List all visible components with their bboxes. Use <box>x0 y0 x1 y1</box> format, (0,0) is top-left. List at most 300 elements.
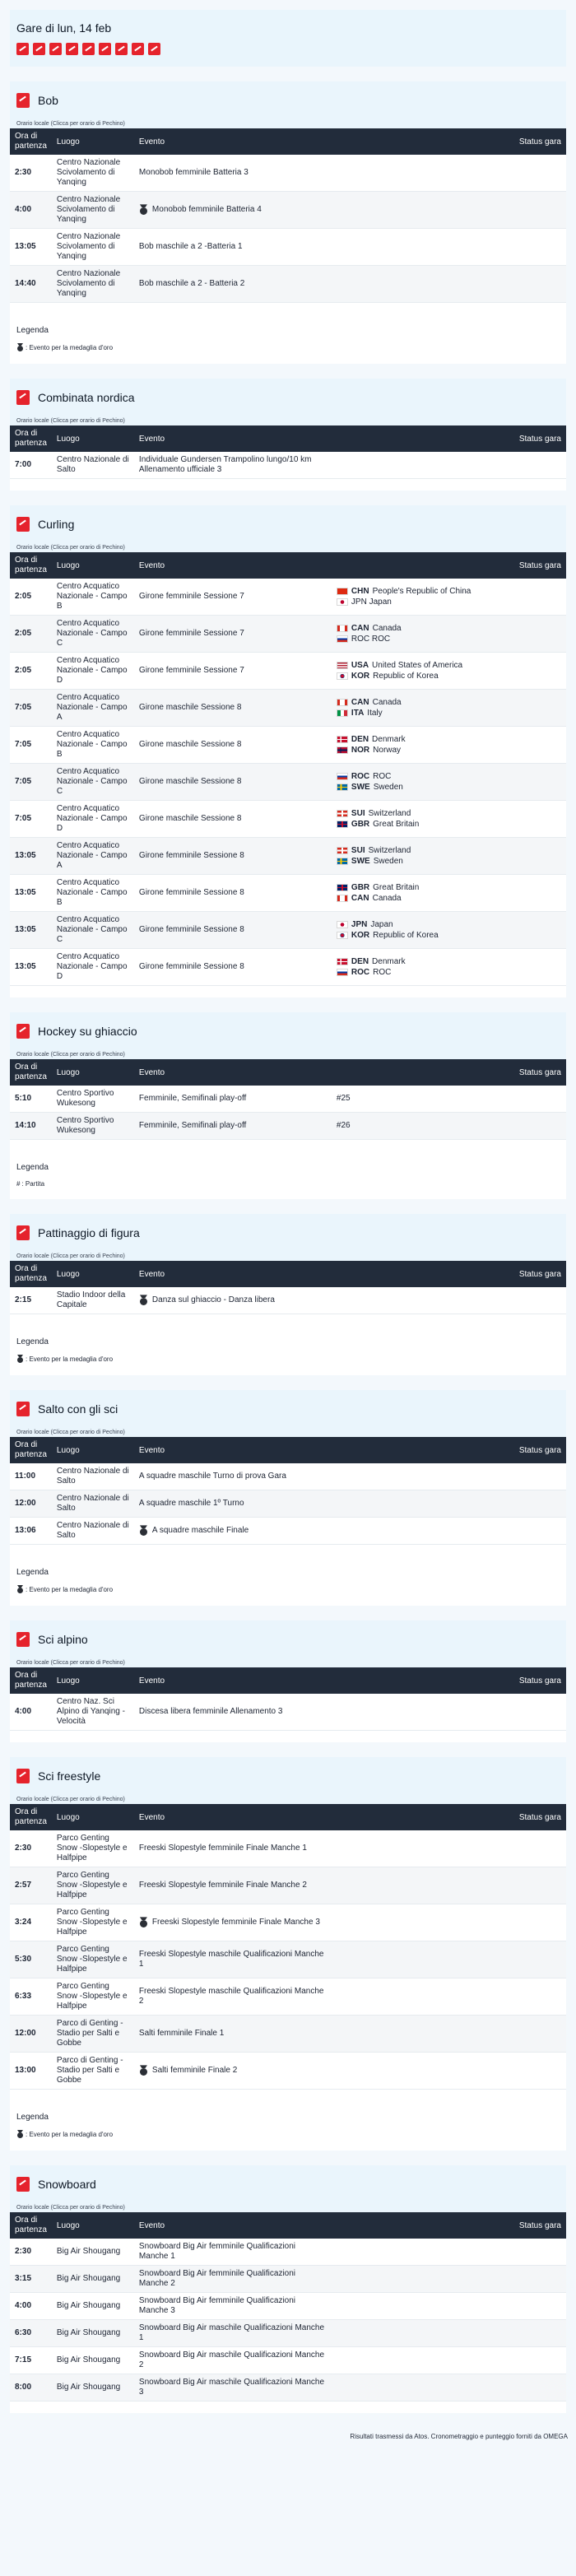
participants-cell <box>332 2053 369 2090</box>
team-code: DEN <box>351 735 369 744</box>
status <box>369 1830 566 1867</box>
legend-text: : Evento per la medaglia d'oro <box>26 1586 114 1593</box>
column-header-event: Evento <box>138 1445 165 1455</box>
header-row <box>10 1261 566 1287</box>
team-entry <box>337 597 499 607</box>
start-time: 5:10 <box>10 1086 52 1113</box>
status <box>369 1941 566 1978</box>
legend-symbol: # <box>16 1180 21 1188</box>
legend <box>10 1545 566 1594</box>
team-code: JPN <box>351 920 368 929</box>
table-row[interactable] <box>10 1941 566 1978</box>
event-cell <box>134 838 332 875</box>
status <box>369 1490 566 1518</box>
team-entry <box>337 734 499 745</box>
snowboard-icon[interactable] <box>148 43 160 55</box>
hockey-su-ghiaccio-sport-icon <box>16 1024 30 1039</box>
column-header-blank <box>332 1804 369 1830</box>
start-time: 4:00 <box>10 1694 52 1731</box>
event-cell <box>134 266 332 303</box>
status <box>369 1463 566 1490</box>
section-bob <box>10 81 566 364</box>
venue: Stadio Indoor della Capitale <box>52 1287 134 1314</box>
section-header <box>10 505 566 540</box>
participants-cell <box>332 764 504 801</box>
start-time: 3:24 <box>10 1904 52 1941</box>
table-row[interactable] <box>10 155 566 192</box>
column-header-status: Status gara <box>518 560 561 570</box>
table-row[interactable] <box>10 2239 566 2266</box>
column-header-blank <box>332 128 369 155</box>
table-row[interactable] <box>10 875 566 912</box>
swe-flag-icon <box>337 858 348 865</box>
venue: Centro Acquatico Nazionale - Campo B <box>52 875 134 912</box>
column-header-status: Status gara <box>518 434 561 444</box>
event-name: Girone femminile Sessione 7 <box>138 592 244 601</box>
column-header-time: Ora di partenza <box>15 2216 47 2234</box>
event-name: Girone maschile Sessione 8 <box>138 814 242 823</box>
start-time: 6:30 <box>10 2320 52 2347</box>
table-row[interactable] <box>10 1086 566 1113</box>
table-row[interactable] <box>10 690 566 727</box>
status <box>504 616 566 653</box>
team-code: KOR <box>351 931 370 940</box>
column-header-event: Evento <box>138 1067 165 1077</box>
gold-medal-icon <box>16 2130 24 2139</box>
section-title: Hockey su ghiaccio <box>38 1025 137 1038</box>
team-code: USA <box>351 661 369 670</box>
venue: Centro Acquatico Nazionale - Campo D <box>52 653 134 690</box>
team-entry <box>337 745 499 756</box>
team-entry <box>337 586 499 597</box>
event-name: Freeski Slopestyle maschile Qualificazioni Manche 2 <box>138 1987 324 2006</box>
curling-icon[interactable] <box>49 43 62 55</box>
schedule-table <box>10 1261 566 1314</box>
venue: Centro Acquatico Nazionale - Campo B <box>52 727 134 764</box>
section-header <box>10 379 566 413</box>
legend <box>10 1314 566 1364</box>
section-snowboard <box>10 2165 566 2413</box>
table-row[interactable] <box>10 727 566 764</box>
participants-cell <box>332 1904 369 1941</box>
header-row <box>10 1437 566 1463</box>
participants-cell <box>332 2347 369 2374</box>
team-entry <box>337 893 499 904</box>
legend-entry <box>16 1180 560 1188</box>
table-row[interactable] <box>10 2266 566 2293</box>
status <box>369 2239 566 2266</box>
venue: Big Air Shougang <box>52 2266 134 2293</box>
venue: Centro Nazionale Scivolamento di Yanqing <box>52 192 134 229</box>
column-header-blank <box>332 2212 369 2239</box>
status <box>369 2293 566 2320</box>
header-row <box>10 128 566 155</box>
table-row[interactable] <box>10 452 566 479</box>
participants-cell <box>332 2320 369 2347</box>
participants-cell <box>332 727 504 764</box>
event-cell <box>134 1694 332 1731</box>
venue: Centro Nazionale di Salto <box>52 1463 134 1490</box>
event-cell <box>134 2266 332 2293</box>
table-header <box>10 1059 566 1086</box>
participants-cell <box>332 2374 369 2402</box>
team-code: CAN <box>351 698 369 707</box>
venue: Big Air Shougang <box>52 2320 134 2347</box>
event-cell <box>134 2053 332 2090</box>
event-name: A squadre maschile Turno di prova Gara <box>138 1472 286 1481</box>
event-cell <box>134 801 332 838</box>
table-row[interactable] <box>10 1518 566 1545</box>
participants-cell <box>332 1113 405 1140</box>
participants-cell <box>332 653 504 690</box>
participants-cell <box>332 192 369 229</box>
ice-hockey-icon[interactable] <box>66 43 78 55</box>
participants-cell <box>332 838 504 875</box>
venue: Parco Genting Snow -Slopestyle e Halfpipe <box>52 1941 134 1978</box>
event-name: Bob maschile a 2 - Batteria 2 <box>138 279 245 288</box>
team-name: Sweden <box>373 857 403 866</box>
column-header-venue: Luogo <box>56 1067 80 1077</box>
legend-text: : Evento per la medaglia d'oro <box>26 1355 114 1363</box>
venue: Centro Acquatico Nazionale - Campo A <box>52 690 134 727</box>
column-header-time: Ora di partenza <box>15 1062 47 1081</box>
event-cell <box>134 1518 332 1545</box>
column-header-event: Evento <box>138 434 165 444</box>
column-header-time: Ora di partenza <box>15 556 47 574</box>
gold-medal-icon <box>16 1355 24 1364</box>
start-time: 2:15 <box>10 1287 52 1314</box>
table-row[interactable] <box>10 1867 566 1904</box>
venue: Big Air Shougang <box>52 2239 134 2266</box>
section-header <box>10 2165 566 2200</box>
column-header-time: Ora di partenza <box>15 1807 47 1826</box>
event-cell <box>134 1867 332 1904</box>
table-row[interactable] <box>10 1113 566 1140</box>
column-header-venue: Luogo <box>56 2220 80 2230</box>
event-name: Snowboard Big Air femminile Qualificazioni Manche 3 <box>138 2296 296 2315</box>
column-header-event: Evento <box>138 1676 165 1686</box>
nordic-combined-icon[interactable] <box>33 43 45 55</box>
event-cell <box>134 1941 332 1978</box>
team-name: Republic of Korea <box>373 931 439 940</box>
section-title: Curling <box>38 518 75 531</box>
participants-cell <box>332 616 504 653</box>
timezone-toggle-link[interactable]: Orario locale (Clicca per orario di Pechino) <box>10 2200 566 2212</box>
event-cell <box>134 192 332 229</box>
column-header-event: Evento <box>138 2220 165 2230</box>
table-row[interactable] <box>10 764 566 801</box>
table-row[interactable] <box>10 616 566 653</box>
table-row[interactable] <box>10 1463 566 1490</box>
gbr-flag-icon <box>337 884 348 891</box>
participants-cell <box>332 1490 369 1518</box>
schedule-table <box>10 128 566 303</box>
column-header-venue: Luogo <box>56 1676 80 1686</box>
chn-flag-icon <box>337 588 348 595</box>
footer-credits: Risultati trasmessi da Atos. Cronometraggio e punteggio forniti da OMEGA <box>350 2433 568 2440</box>
column-header-time: Ora di partenza <box>15 429 47 448</box>
participants-cell <box>332 912 504 949</box>
participants-cell <box>332 1867 369 1904</box>
timezone-toggle-link[interactable]: Orario locale (Clicca per orario di Pechino) <box>10 1655 566 1667</box>
team-name: Canada <box>372 624 402 633</box>
status <box>369 1978 566 2016</box>
team-name: People's Republic of China <box>372 587 471 596</box>
column-header-blank <box>332 1261 369 1287</box>
start-time: 6:33 <box>10 1978 52 2016</box>
alpine-skiing-icon[interactable] <box>115 43 128 55</box>
venue: Parco Genting Snow -Slopestyle e Halfpipe <box>52 1867 134 1904</box>
column-header-blank <box>332 1667 369 1694</box>
can-flag-icon <box>337 895 348 902</box>
participants-cell <box>332 1694 369 1731</box>
jpn-flag-icon <box>337 921 348 928</box>
header-row <box>10 1667 566 1694</box>
legend-entry <box>16 343 560 352</box>
team-code: SUI <box>351 809 365 818</box>
table-body <box>10 155 566 303</box>
status <box>369 192 566 229</box>
column-header-event: Evento <box>138 560 165 570</box>
event-name: Individuale Gundersen Trampolino lungo/10 km Allenamento ufficiale 3 <box>138 455 312 474</box>
section-curling <box>10 505 566 997</box>
section-combinata-nordica <box>10 379 566 491</box>
roc-flag-icon <box>337 969 348 976</box>
section-sci-freestyle <box>10 1757 566 2151</box>
section-title: Snowboard <box>38 2178 96 2191</box>
section-header <box>10 1757 566 1792</box>
event-cell <box>134 2293 332 2320</box>
event-cell <box>134 764 332 801</box>
event-cell <box>134 875 332 912</box>
legend-text: : Partita <box>21 1180 45 1188</box>
column-header-status: Status gara <box>518 1445 561 1455</box>
start-time: 13:05 <box>10 838 52 875</box>
ski-jumping-icon[interactable] <box>99 43 111 55</box>
event-cell <box>134 579 332 616</box>
figure-skating-icon[interactable] <box>82 43 95 55</box>
legend-entry <box>16 1355 560 1364</box>
event-cell <box>134 1463 332 1490</box>
table-row[interactable] <box>10 579 566 616</box>
table-row[interactable] <box>10 1490 566 1518</box>
salto-con-gli-sci-sport-icon <box>16 1402 30 1416</box>
start-time: 14:40 <box>10 266 52 303</box>
start-time: 5:30 <box>10 1941 52 1978</box>
section-title: Sci alpino <box>38 1633 88 1646</box>
participants-cell <box>332 690 504 727</box>
team-name: Switzerland <box>368 809 411 818</box>
status <box>504 801 566 838</box>
event-cell <box>134 1287 332 1314</box>
bob-sport-icon <box>16 93 30 108</box>
table-row[interactable] <box>10 1830 566 1867</box>
venue: Centro Sportivo Wukesong <box>52 1086 134 1113</box>
table-row[interactable] <box>10 949 566 986</box>
gbr-flag-icon <box>337 821 348 828</box>
timezone-toggle-link[interactable]: Orario locale (Clicca per orario di Pechino) <box>10 116 566 128</box>
section-salto-con-gli-sci <box>10 1390 566 1606</box>
table-row[interactable] <box>10 2320 566 2347</box>
column-header-status: Status gara <box>518 1269 561 1279</box>
event-cell <box>134 727 332 764</box>
start-time: 7:05 <box>10 727 52 764</box>
team-name: United States of America <box>372 661 463 670</box>
timezone-toggle-link[interactable]: Orario locale (Clicca per orario di Pechino) <box>10 413 566 425</box>
gold-medal-icon <box>16 1585 24 1594</box>
status <box>504 912 566 949</box>
event-cell <box>134 2239 332 2266</box>
table-row[interactable] <box>10 2374 566 2402</box>
status <box>369 155 566 192</box>
team-entry <box>337 967 499 978</box>
column-header-venue: Luogo <box>56 560 80 570</box>
table-header <box>10 1261 566 1287</box>
table-row[interactable] <box>10 912 566 949</box>
team-code: CAN <box>351 894 369 903</box>
start-time: 2:57 <box>10 1867 52 1904</box>
start-time: 7:00 <box>10 452 52 479</box>
timezone-toggle-link[interactable]: Orario locale (Clicca per orario di Pechino) <box>10 1047 566 1059</box>
column-header-venue: Luogo <box>56 1269 80 1279</box>
table-body <box>10 1830 566 2090</box>
table-body <box>10 452 566 479</box>
curling-sport-icon <box>16 517 30 532</box>
table-row[interactable] <box>10 266 566 303</box>
table-row[interactable] <box>10 1904 566 1941</box>
team-entry <box>337 819 499 830</box>
freestyle-skiing-icon[interactable] <box>132 43 144 55</box>
team-entry <box>337 708 499 718</box>
table-row[interactable] <box>10 653 566 690</box>
den-flag-icon <box>337 736 348 743</box>
team-name: Sweden <box>373 783 403 792</box>
table-row[interactable] <box>10 801 566 838</box>
table-row[interactable] <box>10 2293 566 2320</box>
event-name: Salti femminile Finale 1 <box>138 2029 225 2038</box>
participants-cell <box>332 266 369 303</box>
timezone-toggle-link[interactable]: Orario locale (Clicca per orario di Pechino) <box>10 540 566 552</box>
start-time: 2:05 <box>10 579 52 616</box>
header-row <box>10 425 566 452</box>
start-time: 2:30 <box>10 2239 52 2266</box>
schedule-table <box>10 1667 566 1731</box>
venue: Parco Genting Snow -Slopestyle e Halfpipe <box>52 1978 134 2016</box>
team-code: SWE <box>351 783 370 792</box>
start-time: 13:05 <box>10 875 52 912</box>
table-row[interactable] <box>10 229 566 266</box>
team-entry <box>337 930 499 941</box>
legend-title: Legenda <box>16 326 49 335</box>
team-entry <box>337 808 499 819</box>
table-row[interactable] <box>10 1287 566 1314</box>
timezone-toggle-link[interactable]: Orario locale (Clicca per orario di Pechino) <box>10 1792 566 1804</box>
event-cell <box>134 2374 332 2402</box>
schedule-table <box>10 1804 566 2090</box>
table-body <box>10 2239 566 2402</box>
column-header-time: Ora di partenza <box>15 1671 47 1690</box>
table-row[interactable] <box>10 1978 566 2016</box>
table-row[interactable] <box>10 838 566 875</box>
team-code: SUI <box>351 846 365 855</box>
status <box>369 266 566 303</box>
table-body <box>10 579 566 986</box>
section-header <box>10 1390 566 1425</box>
status <box>369 1518 566 1545</box>
column-header-venue: Luogo <box>56 137 80 146</box>
status <box>504 727 566 764</box>
section-title: Sci freestyle <box>38 1769 101 1783</box>
start-time: 13:05 <box>10 949 52 986</box>
participants-cell <box>332 579 504 616</box>
venue: Centro Nazionale Scivolamento di Yanqing <box>52 229 134 266</box>
header-row <box>10 552 566 579</box>
sui-flag-icon <box>337 847 348 854</box>
timezone-toggle-link[interactable]: Orario locale (Clicca per orario di Pechino) <box>10 1248 566 1261</box>
status <box>504 690 566 727</box>
team-name: Italy <box>367 709 383 718</box>
legend-title: Legenda <box>16 1163 49 1172</box>
table-row[interactable] <box>10 2347 566 2374</box>
start-time: 2:05 <box>10 616 52 653</box>
status <box>369 2320 566 2347</box>
venue: Centro Naz. Sci Alpino di Yanqing - Velocità <box>52 1694 134 1731</box>
event-cell <box>134 452 332 479</box>
event-cell <box>134 1113 332 1140</box>
section-header <box>10 1620 566 1655</box>
table-row[interactable] <box>10 2016 566 2053</box>
team-entry <box>337 660 499 671</box>
venue: Big Air Shougang <box>52 2347 134 2374</box>
column-header-blank <box>332 425 369 452</box>
table-row[interactable] <box>10 1694 566 1731</box>
table-row[interactable] <box>10 192 566 229</box>
header-row <box>10 1804 566 1830</box>
timezone-toggle-link[interactable]: Orario locale (Clicca per orario di Pechino) <box>10 1425 566 1437</box>
participants-cell <box>332 1518 369 1545</box>
venue: Centro Nazionale Scivolamento di Yanqing <box>52 155 134 192</box>
table-header <box>10 2212 566 2239</box>
event-name: Freeski Slopestyle femminile Finale Manche 3 <box>151 1918 320 1927</box>
column-header-time: Ora di partenza <box>15 1264 47 1283</box>
table-row[interactable] <box>10 2053 566 2090</box>
status <box>369 2266 566 2293</box>
sport-icons-row <box>16 43 560 55</box>
start-time: 4:00 <box>10 192 52 229</box>
team-entry <box>337 919 499 930</box>
column-header-status: Status gara <box>518 1067 561 1077</box>
team-name: Republic of Korea <box>373 672 439 681</box>
status <box>504 579 566 616</box>
swe-flag-icon <box>337 783 348 791</box>
bobsleigh-icon[interactable] <box>16 43 29 55</box>
legend-text: : Evento per la medaglia d'oro <box>26 2131 114 2138</box>
venue: Centro Sportivo Wukesong <box>52 1113 134 1140</box>
participants-cell <box>332 1830 369 1867</box>
event-cell <box>134 2016 332 2053</box>
status <box>369 2374 566 2402</box>
team-code: ITA <box>351 709 365 718</box>
column-header-time: Ora di partenza <box>15 132 47 151</box>
venue: Centro Acquatico Nazionale - Campo A <box>52 838 134 875</box>
team-name: Switzerland <box>368 846 411 855</box>
status <box>405 1113 566 1140</box>
match-number: #26 <box>336 1121 351 1130</box>
status <box>369 1694 566 1731</box>
gold-medal-icon <box>139 204 148 215</box>
section-title: Bob <box>38 94 58 107</box>
pattinaggio-di-figura-sport-icon <box>16 1225 30 1240</box>
